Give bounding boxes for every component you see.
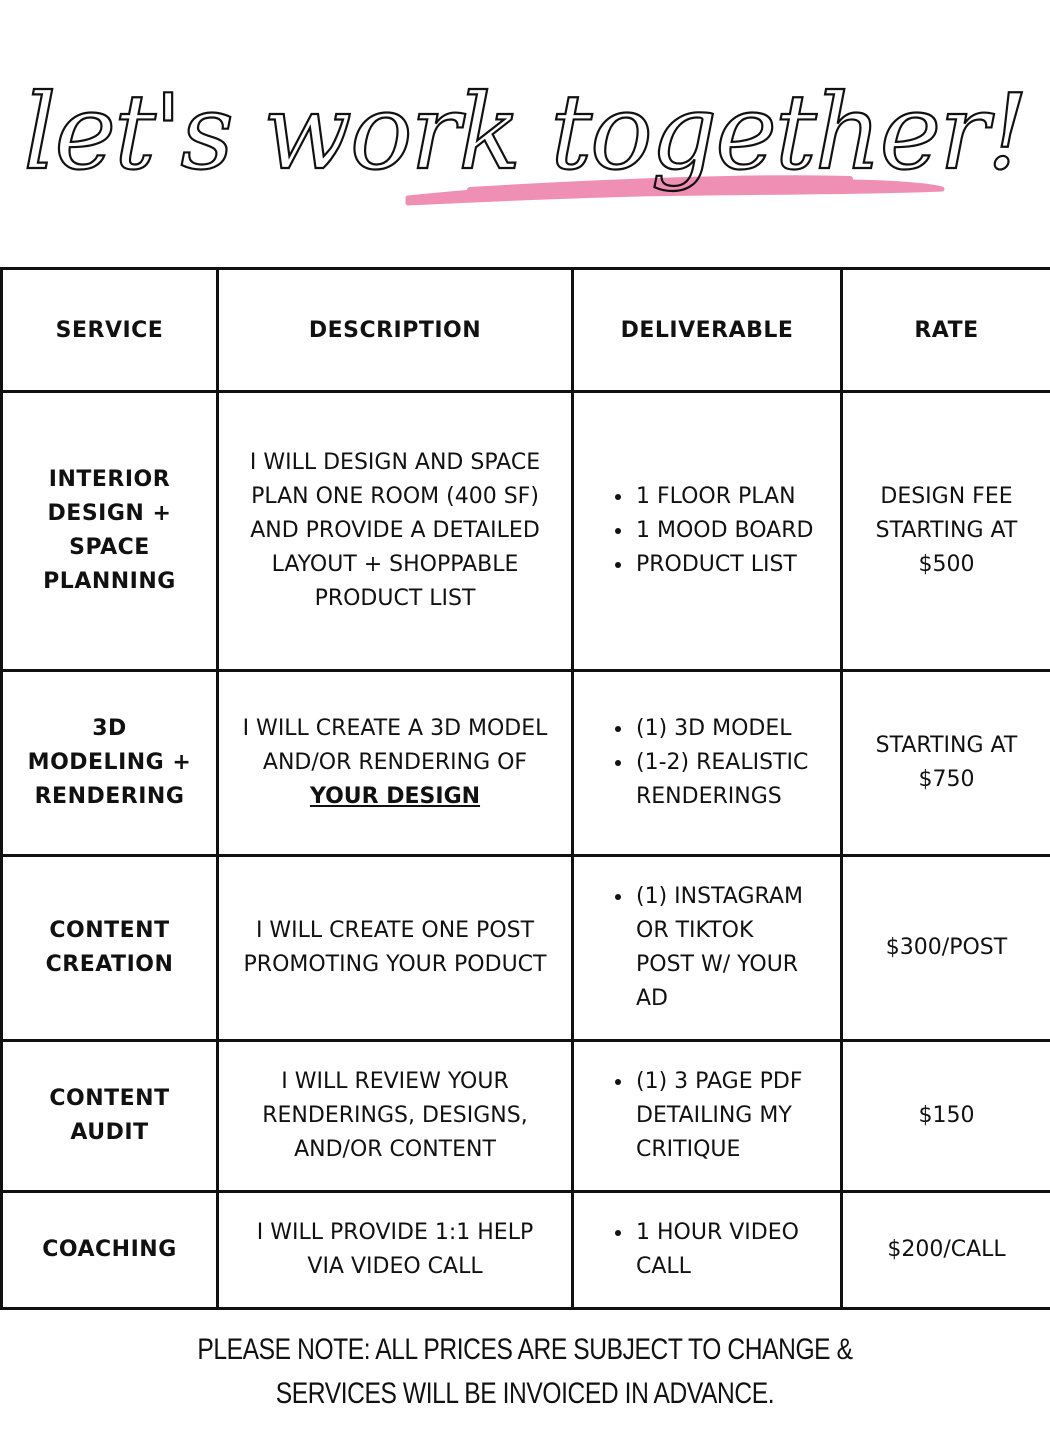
service-rate: DESIGN FEE STARTING AT $500 xyxy=(842,392,1050,671)
service-deliverables xyxy=(573,1041,842,1192)
deliverable-list xyxy=(608,880,816,1016)
table-row xyxy=(2,856,1050,1041)
list-item: • 1 MOOD BOARD xyxy=(634,514,816,548)
service-description xyxy=(218,671,573,856)
service-deliverables xyxy=(573,1192,842,1309)
service-deliverables xyxy=(573,671,842,856)
service-rate: STARTING AT $750 xyxy=(842,671,1050,856)
service-description: I WILL REVIEW YOUR RENDERINGS, DESIGNS, AND/OR CONTENT xyxy=(218,1041,573,1192)
deliverable-list xyxy=(608,1065,816,1167)
note-line-2: SERVICES WILL BE INVOICED IN ADVANCE. xyxy=(275,1377,775,1410)
service-description: I WILL PROVIDE 1:1 HELP VIA VIDEO CALL xyxy=(218,1192,573,1309)
list-item: • 1 HOUR VIDEO CALL xyxy=(634,1216,816,1284)
list-item: • (1) 3D MODEL xyxy=(634,712,816,746)
list-item: • (1) INSTAGRAM OR TIKTOK POST W/ YOUR AD xyxy=(634,880,816,1016)
list-item: • (1-2) REALISTIC RENDERINGS xyxy=(634,746,816,814)
deliverable-list xyxy=(608,712,816,814)
description-text: I WILL CREATE A 3D MODEL AND/OR RENDERING OF xyxy=(242,716,548,775)
service-rate: $300/POST xyxy=(842,856,1050,1041)
table-row xyxy=(2,1192,1050,1309)
footer-note xyxy=(95,1328,956,1416)
service-description: I WILL CREATE ONE POST PROMOTING YOUR PODUCT xyxy=(218,856,573,1041)
description-emphasis: YOUR DESIGN xyxy=(309,784,481,809)
header-service: SERVICE xyxy=(2,269,218,392)
service-rate: $200/CALL xyxy=(842,1192,1050,1309)
title-banner xyxy=(0,0,1050,268)
table-row xyxy=(2,392,1050,671)
deliverable-list xyxy=(608,1216,816,1284)
service-deliverables xyxy=(573,392,842,671)
table-row xyxy=(2,1041,1050,1192)
header-description: DESCRIPTION xyxy=(218,269,573,392)
service-rate: $150 xyxy=(842,1041,1050,1192)
services-table xyxy=(0,267,1050,1310)
page-title: let's work together! xyxy=(23,71,1027,193)
header-deliverable: DELIVERABLE xyxy=(573,269,842,392)
service-name: INTERIOR DESIGN + SPACE PLANNING xyxy=(2,392,218,671)
deliverable-list xyxy=(608,480,816,582)
list-item: • (1) 3 PAGE PDF DETAILING MY CRITIQUE xyxy=(634,1065,816,1167)
service-description: I WILL DESIGN AND SPACE PLAN ONE ROOM (400 SF) AND PROVIDE A DETAILED LAYOUT + SHOPPABLE PRODUCT LIST xyxy=(218,392,573,671)
title-script-art xyxy=(0,0,1050,268)
header-rate: RATE xyxy=(842,269,1050,392)
service-name: CONTENT AUDIT xyxy=(2,1041,218,1192)
table-header-row xyxy=(2,269,1050,392)
table-row xyxy=(2,671,1050,856)
service-name: 3D MODELING + RENDERING xyxy=(2,671,218,856)
note-line-1: PLEASE NOTE: ALL PRICES ARE SUBJECT TO CHANGE & xyxy=(197,1333,853,1366)
service-name: CONTENT CREATION xyxy=(2,856,218,1041)
service-name: COACHING xyxy=(2,1192,218,1309)
service-deliverables xyxy=(573,856,842,1041)
list-item: • PRODUCT LIST xyxy=(634,548,816,582)
list-item: • 1 FLOOR PLAN xyxy=(634,480,816,514)
